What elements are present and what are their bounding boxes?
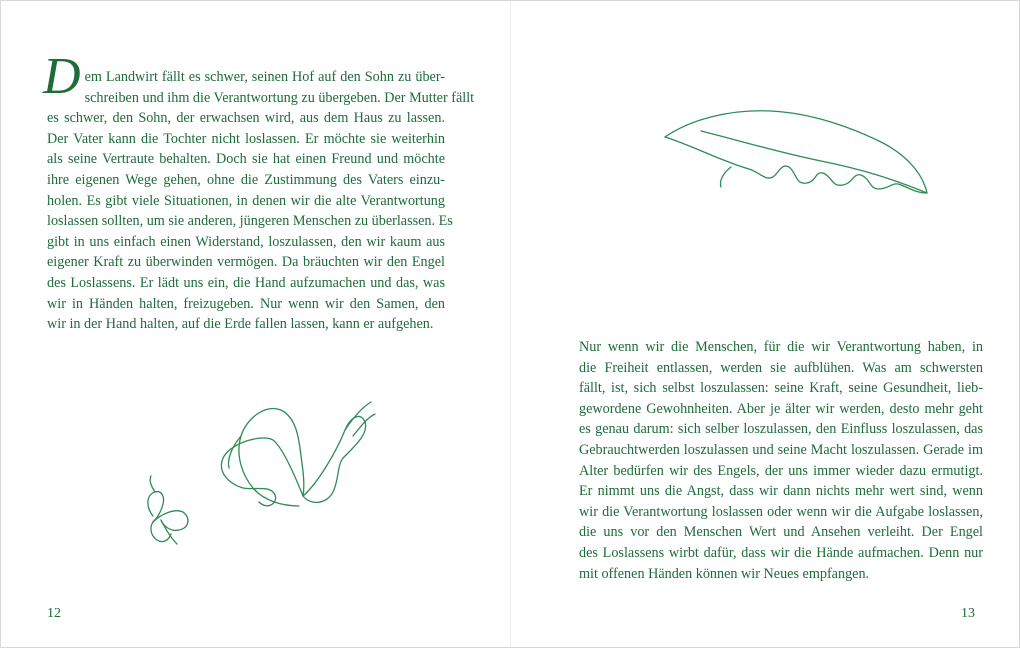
text-line: ihre eigenen Wege gehen, ohne die Zustimmung des Vaters einzu- (47, 171, 445, 188)
right-page-text (579, 337, 983, 584)
text-line: Alter bedürfen wir des Engels, der uns immer wieder dazu ermutigt. (579, 462, 983, 479)
text-line: Der Vater kann die Tochter nicht loslassen. Er möchte sie weiterhin (47, 130, 445, 147)
text-line: schreiben und ihm die Verantwortung zu übergeben. Der Mutter fällt (84, 89, 475, 106)
feather-illustration (661, 101, 941, 201)
left-page (1, 1, 510, 647)
text-line: die Freiheit entlassen, werden sie aufblühen. Was am schwersten (579, 359, 983, 376)
text-line: Nur wenn wir die Menschen, für die wir Verantwortung haben, in (579, 339, 983, 355)
text-line: des Loslassens. Er lädt uns ein, die Hand aufzumachen und das, was (47, 274, 445, 291)
text-line: Gebrauchtwerden loszulassen und seine Macht loszulassen. Gerade im (579, 441, 983, 458)
text-line: gibt in uns einfach einen Widerstand, loszulassen, den wir kaum aus (47, 233, 445, 250)
text-line: des Loslassens wirbt dafür, dass wir die Hände aufmachen. Denn nur (579, 544, 983, 561)
text-line: eigener Kraft zu überwinden vermögen. Da bräuchten wir den Engel (47, 254, 445, 271)
dropcap-letter: D (43, 48, 81, 105)
text-line: es schwer, den Sohn, der erwachsen wird, aus dem Haus zu lassen. (47, 110, 445, 127)
text-line: wir in der Hand halten, auf die Erde fallen lassen, kann er aufgehen. (47, 316, 434, 333)
text-line: gewordene Gewohnheiten. Aber je älter wir werden, desto mehr geht (579, 400, 983, 417)
text-line: Er nimmt uns die Angst, dass wir dann nichts mehr wert sind, wenn (579, 483, 983, 500)
text-line: mit offenen Händen können wir Neues empfangen. (579, 565, 870, 582)
page-number-left: 12 (47, 606, 61, 621)
text-line: holen. Es gibt viele Situationen, in denen wir die alte Verantwortung (47, 192, 445, 209)
text-line: es genau darum: sich selber loszulassen, den Einfluss loszulassen, das (579, 421, 983, 438)
page-number-right: 13 (961, 606, 975, 621)
text-line: em Landwirt fällt es schwer, seinen Hof auf den Sohn zu über- (84, 69, 445, 85)
text-line: fällt, ist, sich selbst loszulassen: seine Kraft, seine Gesundheit, lieb- (579, 380, 983, 397)
right-page (511, 1, 1019, 647)
butterflies-illustration (131, 396, 391, 556)
text-line: wir in Händen halten, freizugeben. Nur wenn wir den Samen, den (47, 295, 445, 312)
left-page-text (43, 48, 475, 335)
text-line: als seine Vertraute behalten. Doch sie hat einen Freund und möchte (47, 151, 445, 168)
text-line: die uns vor den Menschen Wert und Ansehen verleiht. Der Engel (579, 524, 983, 541)
text-line: loslassen sollten, um sie anderen, jüngeren Menschen zu überlassen. Es (47, 213, 453, 230)
text-line: wir die Verantwortung loslassen oder wenn wir die Aufgabe loslassen, (579, 503, 983, 520)
